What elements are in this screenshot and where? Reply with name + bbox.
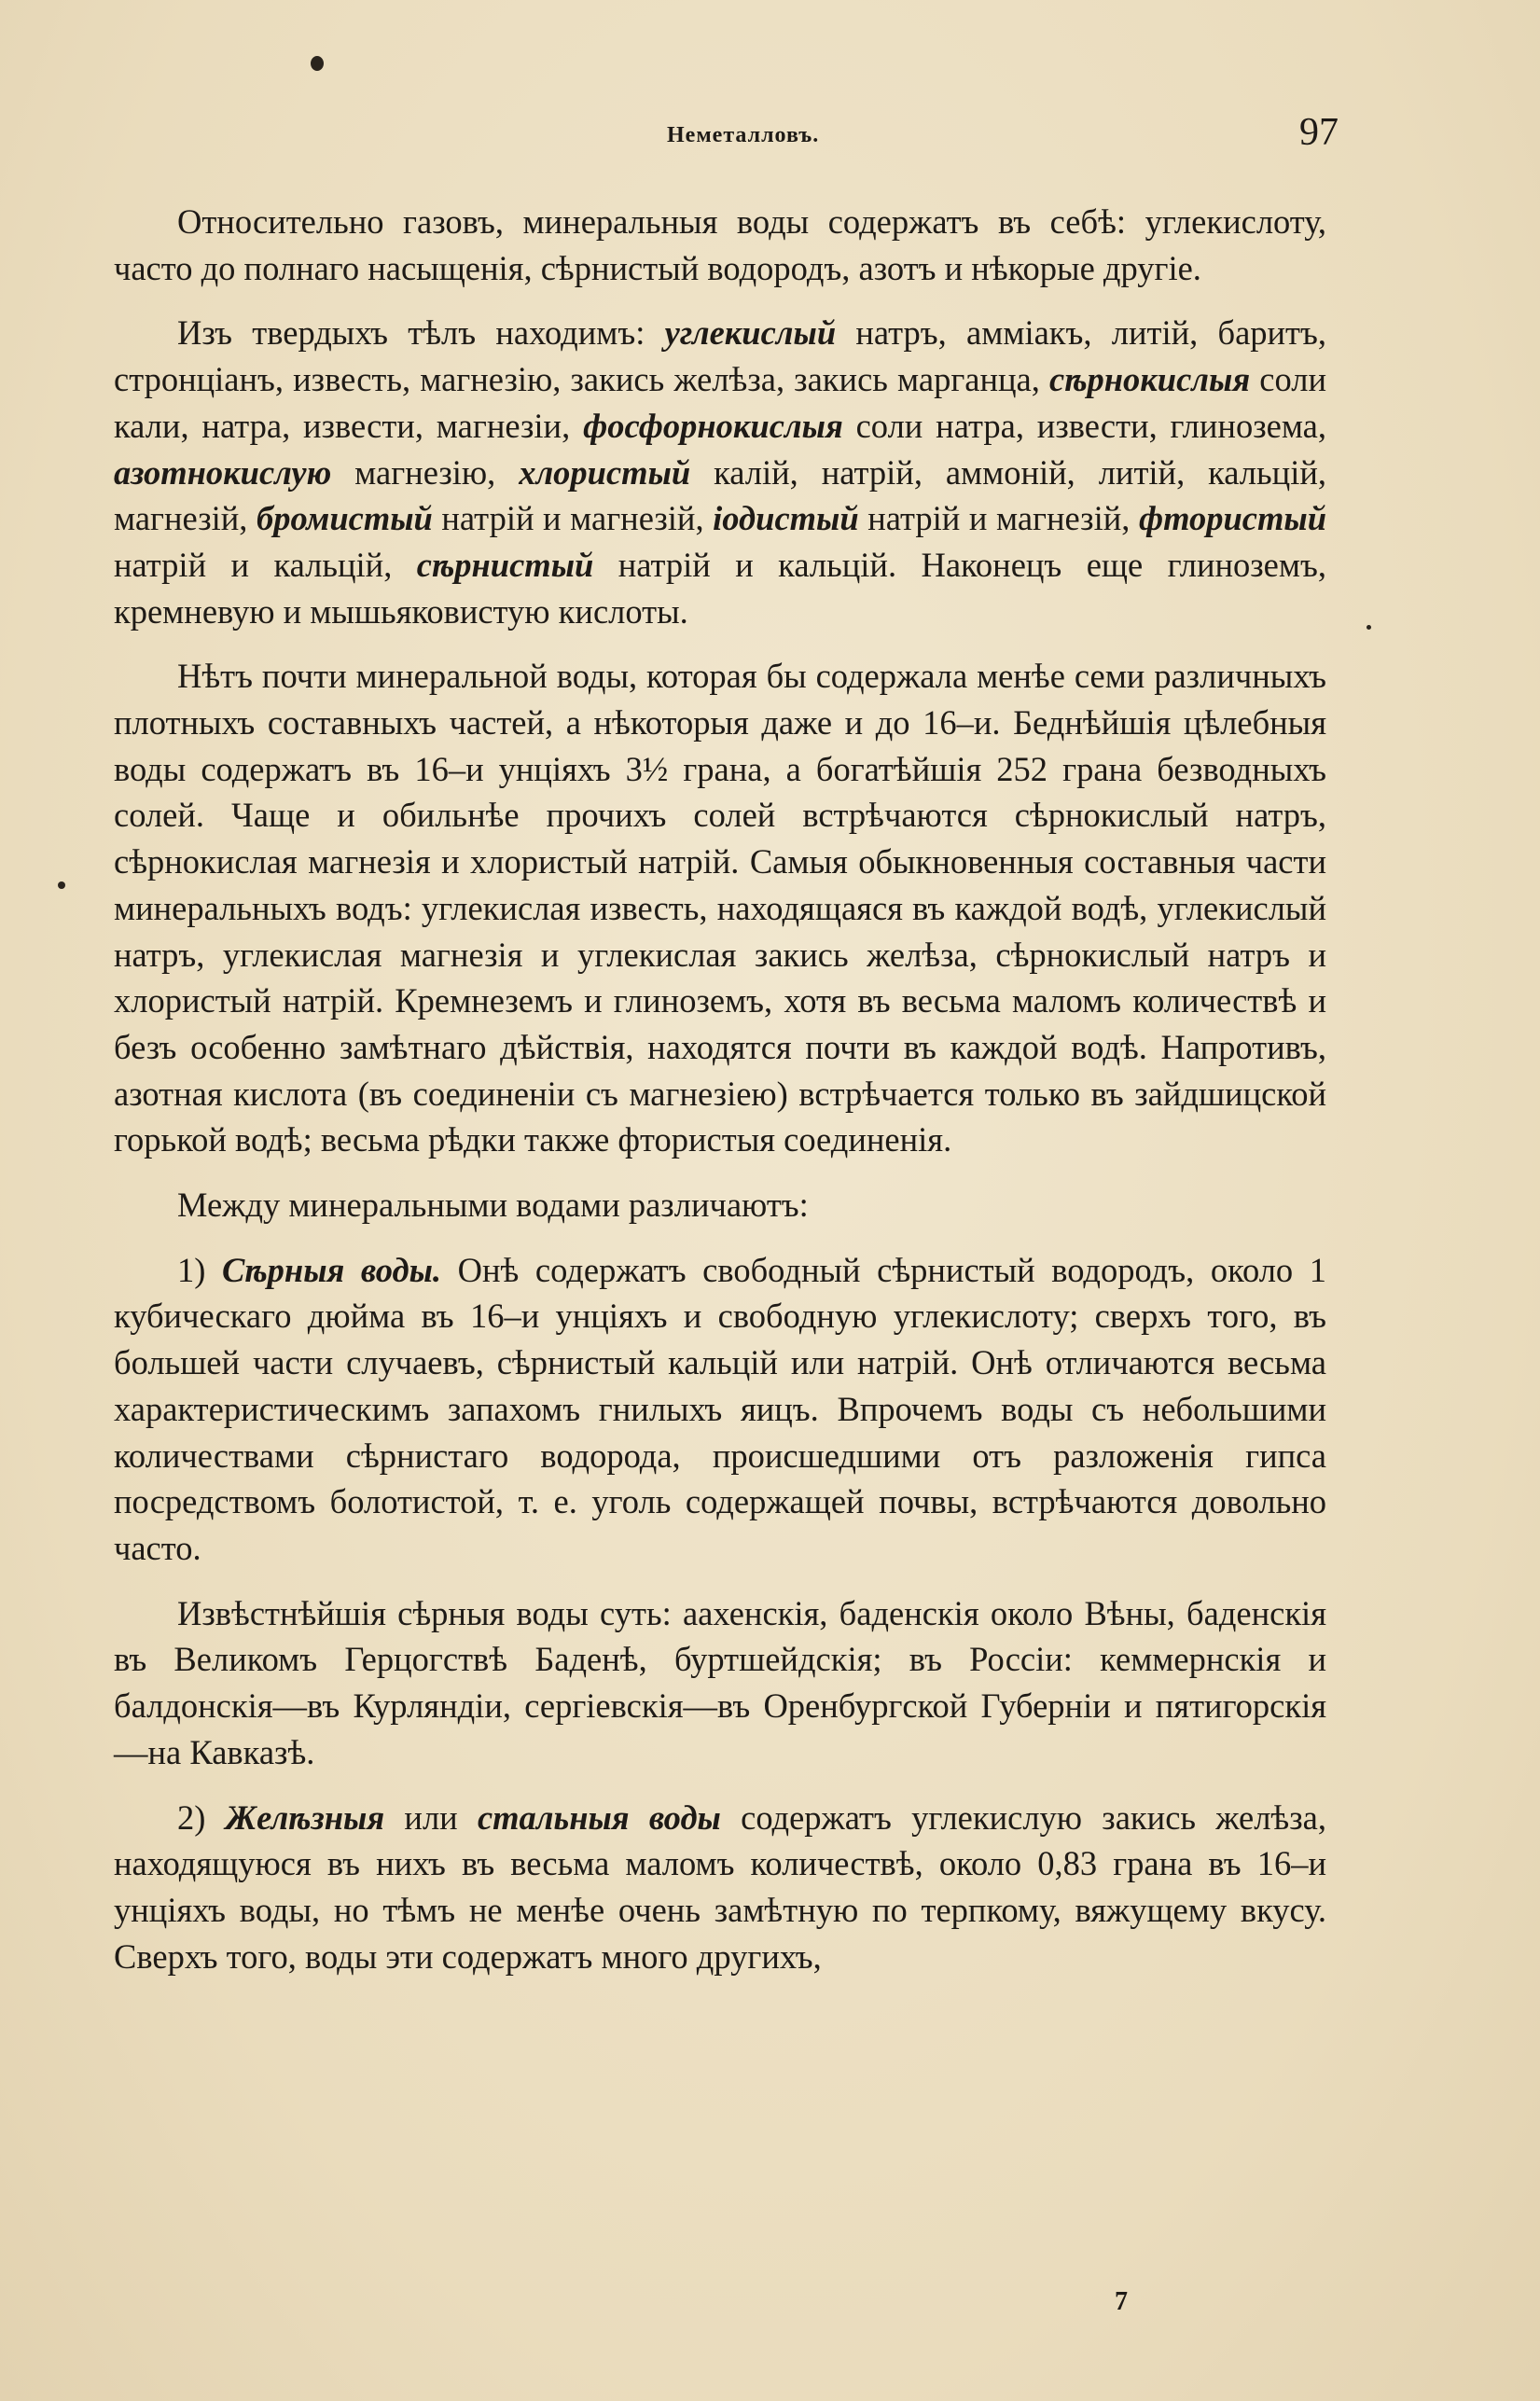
text-run: калiй, натрiй, аммонiй, литiй, кальцiй, магнезiй, [114, 452, 1326, 538]
emphasized-term: углекислый [664, 313, 837, 353]
text-run: соли кали, натра, извести, магнезiи, [114, 360, 1326, 445]
text-run: натрiй и кальцiй, [114, 545, 417, 584]
text-run: 2) [177, 1797, 226, 1837]
paragraph [114, 1795, 1326, 1980]
emphasized-term: азотнокислую [114, 452, 332, 492]
emphasized-term: сѣрнокислыя [1049, 360, 1251, 399]
text-run: Между минеральными водами различаютъ: [177, 1186, 809, 1225]
emphasized-term: сѣрнистый [416, 545, 594, 584]
text-run: Относительно газовъ, минеральныя воды содержатъ въ себѣ: углекислоту, часто до полнаго насыщенія, сѣрнистый водородъ, азотъ и нѣкорые другіе. [114, 202, 1326, 287]
signature-mark: 7 [1115, 2287, 1128, 2316]
paragraph [114, 310, 1326, 634]
ink-speck [1367, 625, 1371, 630]
paragraph [114, 653, 1326, 1163]
emphasized-term: фтористый [1138, 499, 1327, 538]
text-run: содержатъ углекислую закись желѣза, находящуюся въ нихъ въ весьма маломъ количествѣ, около 0,83 грана въ 16–и унцiяхъ воды, но тѣмъ не менѣе очень замѣтную по терпкому, вяжущему вкусу. Сверхъ того, воды эти содержатъ много другихъ, [114, 1797, 1326, 1976]
emphasized-term: стальныя воды [477, 1797, 721, 1837]
ink-speck [58, 881, 65, 889]
text-run: натрiй и магнезiй, [432, 499, 714, 538]
paragraph [114, 199, 1326, 291]
text-run: Изъ твердыхъ тѣлъ находимъ: [177, 313, 665, 353]
emphasized-term: іодистый [713, 499, 859, 538]
text-run: Нѣтъ почти минеральной воды, которая бы содержала менѣе семи различныхъ плотныхъ составныхъ частей, а нѣкоторыя даже и до 16–и. Беднѣйшія цѣлебныя воды содержатъ въ 16–и унцiяхъ 3½ грана, а богатѣйшія 252 грана безводныхъ солей. Чаще и обильнѣе прочихъ солей встрѣчаются сѣрнокислый натръ, сѣрнокислая магнезiя и хлористый натрiй. Самыя обыкновенныя составныя части минеральныхъ водъ: углекислая известь, находящаяся въ каждой водѣ, углекислый натръ, углекислая магнезiя и углекислая закись желѣза, сѣрнокислый натръ и хлористый натрiй. Кремнеземъ и глиноземъ, хотя въ весьма маломъ количествѣ и безъ особенно замѣтнаго дѣйствiя, находятся почти въ каждой водѣ. Напротивъ, азотная кислота (въ соединенiи съ магнезiею) встрѣчается только въ зайдшицской горькой водѣ; весьма рѣдки также фтористыя соединенiя. [114, 657, 1326, 1159]
body-text [114, 199, 1326, 1979]
emphasized-term: хлористый [519, 452, 691, 492]
text-run: 1) [177, 1250, 222, 1289]
page-number: 97 [1299, 111, 1339, 154]
paragraph [114, 1247, 1326, 1572]
page-header [159, 110, 1339, 166]
text-run: натрiй и магнезiй, [858, 499, 1139, 538]
emphasized-term: Сѣрныя воды. [221, 1250, 442, 1289]
ink-speck [311, 56, 324, 71]
emphasized-term: бромистый [256, 499, 433, 538]
paragraph [114, 1590, 1326, 1776]
emphasized-term: фосфорнокислыя [583, 406, 843, 445]
text-run: Извѣстнѣйшiя сѣрныя воды суть: аахенскiя, баденскiя около Вѣны, баденскiя въ Великомъ Герцогствѣ Баденѣ, буртшейдскiя; въ Россiи: кеммернскiя и балдонскiя—въ Курляндiи, сергiевскiя—въ Оренбургской Губернiи и пятигорскiя—на Кавказѣ. [114, 1593, 1326, 1771]
text-run: соли натра, извести, глинозема, [842, 406, 1326, 445]
text-run: натрiй и кальцiй. Наконецъ еще глиноземъ, кремневую и мышьяковистую кислоты. [114, 545, 1326, 631]
running-title: Неметалловъ. [667, 123, 820, 147]
text-run: Онѣ содержатъ свободный сѣрнистый водородъ, около 1 кубическаго дюйма въ 16–и унцiяхъ и свободную углекислоту; сверхъ того, въ большей части случаевъ, сѣрнистый кальцiй или натрiй. Онѣ отличаются весьма характеристическимъ запахомъ гнилыхъ яицъ. Впрочемъ воды съ небольшими количествами сѣрнистаго водорода, происшедшими отъ разложенiя гипса посредствомъ болотистой, т. е. уголь содержащей почвы, встрѣчаются довольно часто. [114, 1250, 1326, 1567]
text-run: натръ, аммiакъ, литiй, баритъ, стронцiанъ, известь, магнезiю, закись желѣза, закись марганца, [114, 313, 1326, 399]
text-run: или [384, 1797, 478, 1837]
text-run: магнезiю, [331, 452, 520, 492]
emphasized-term: Желѣзныя [225, 1797, 385, 1837]
paragraph [114, 1182, 1326, 1228]
